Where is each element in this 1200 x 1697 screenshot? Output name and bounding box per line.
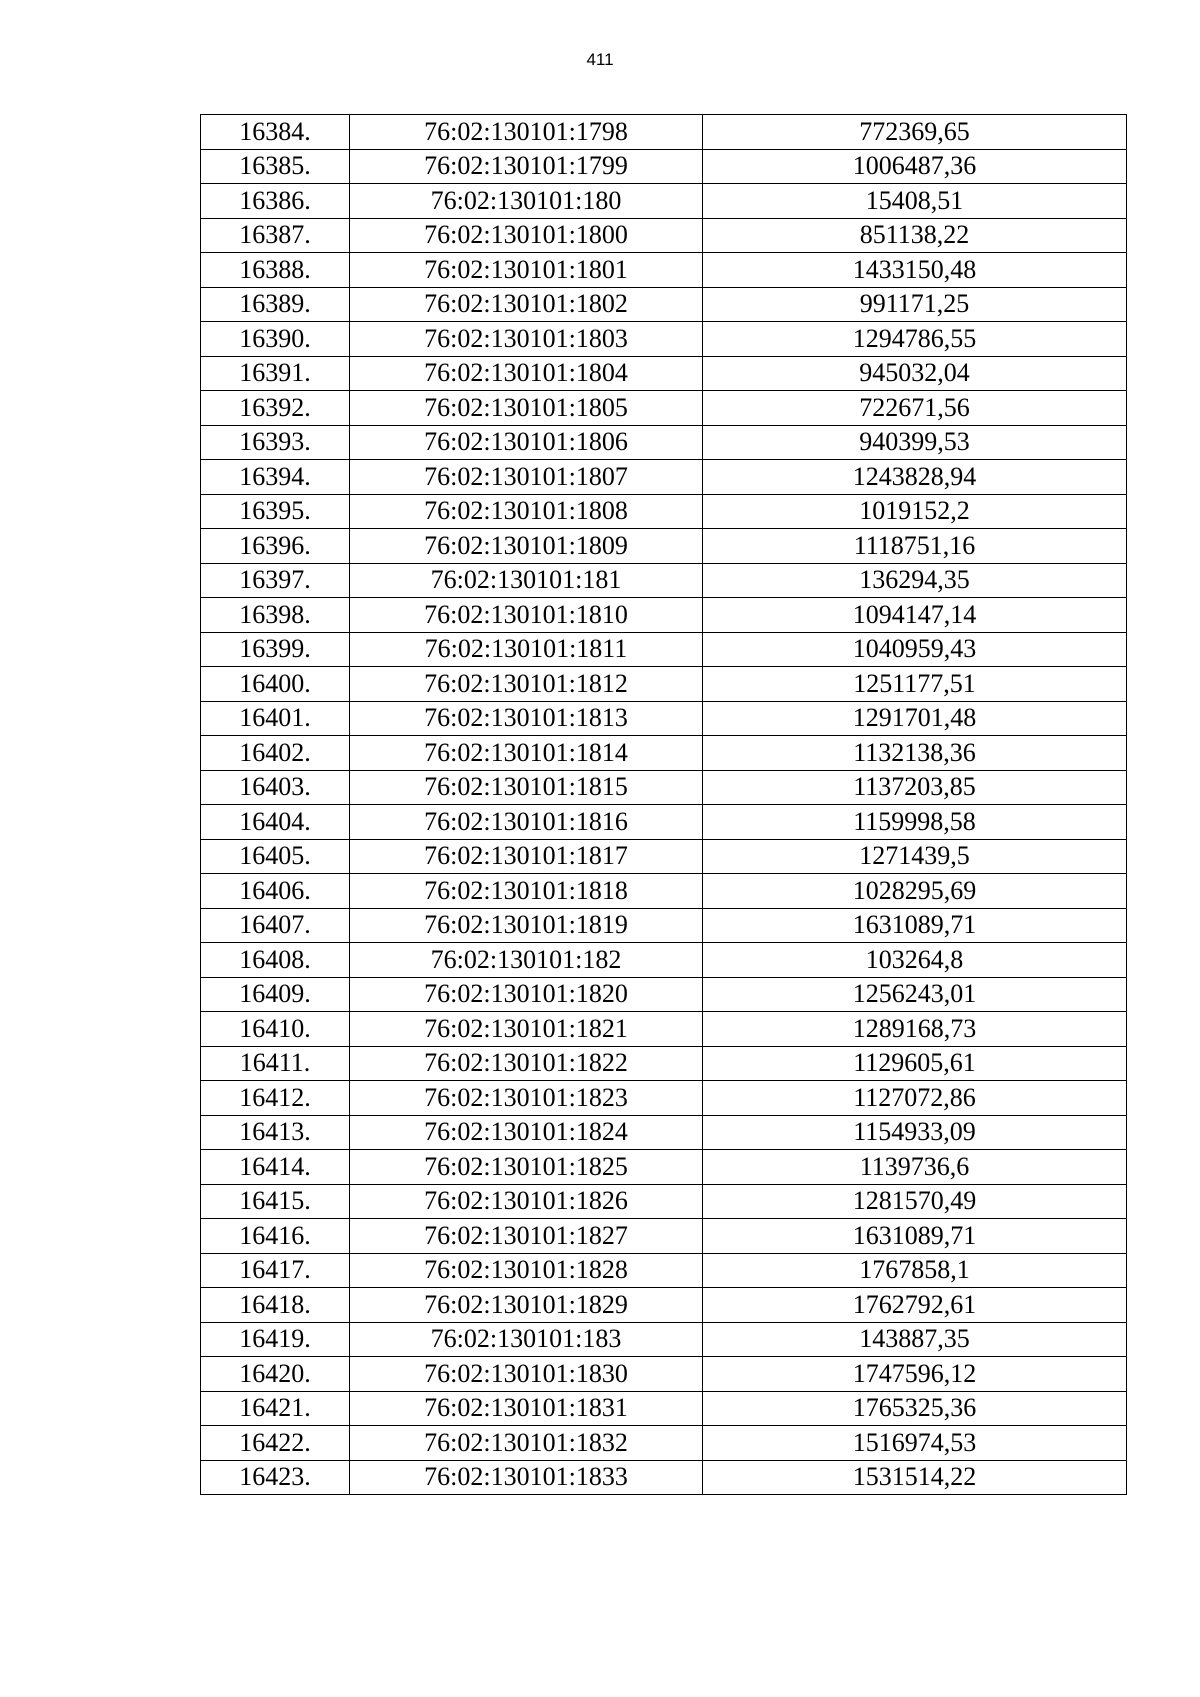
cadastral-value-cell: 1631089,71	[703, 1219, 1127, 1254]
row-number-cell: 16394.	[201, 460, 350, 495]
cadastral-number-cell: 76:02:130101:1809	[350, 529, 703, 564]
cadastral-number-cell: 76:02:130101:182	[350, 943, 703, 978]
row-number-cell: 16416.	[201, 1219, 350, 1254]
row-number-cell: 16397.	[201, 563, 350, 598]
row-number-cell: 16407.	[201, 908, 350, 943]
cadastral-value-cell: 1765325,36	[703, 1391, 1127, 1426]
cadastral-value-cell: 1516974,53	[703, 1426, 1127, 1461]
cadastral-number-cell: 76:02:130101:1816	[350, 805, 703, 840]
row-number-cell: 16404.	[201, 805, 350, 840]
table-row	[201, 563, 1127, 598]
row-number-cell: 16385.	[201, 149, 350, 184]
cadastral-value-cell: 1251177,51	[703, 667, 1127, 702]
table-row	[201, 736, 1127, 771]
cadastral-value-cell: 1762792,61	[703, 1288, 1127, 1323]
table-row	[201, 322, 1127, 357]
table-row	[201, 1391, 1127, 1426]
cadastral-number-cell: 76:02:130101:1811	[350, 632, 703, 667]
row-number-cell: 16395.	[201, 494, 350, 529]
table-row	[201, 356, 1127, 391]
cadastral-value-cell: 1767858,1	[703, 1253, 1127, 1288]
cadastral-value-cell: 945032,04	[703, 356, 1127, 391]
cadastral-number-cell: 76:02:130101:1804	[350, 356, 703, 391]
cadastral-number-cell: 76:02:130101:1801	[350, 253, 703, 288]
cadastral-number-cell: 76:02:130101:1820	[350, 977, 703, 1012]
cadastral-value-cell: 1294786,55	[703, 322, 1127, 357]
table-row	[201, 1219, 1127, 1254]
cadastral-number-cell: 76:02:130101:183	[350, 1322, 703, 1357]
cadastral-value-cell: 1631089,71	[703, 908, 1127, 943]
row-number-cell: 16414.	[201, 1150, 350, 1185]
table-row	[201, 874, 1127, 909]
row-number-cell: 16417.	[201, 1253, 350, 1288]
table-row	[201, 529, 1127, 564]
row-number-cell: 16401.	[201, 701, 350, 736]
cadastral-number-cell: 76:02:130101:1817	[350, 839, 703, 874]
table-row	[201, 632, 1127, 667]
cadastral-number-cell: 76:02:130101:1824	[350, 1115, 703, 1150]
table-row	[201, 908, 1127, 943]
table-row	[201, 391, 1127, 426]
cadastral-number-cell: 76:02:130101:1799	[350, 149, 703, 184]
table-row	[201, 425, 1127, 460]
row-number-cell: 16409.	[201, 977, 350, 1012]
cadastral-number-cell: 76:02:130101:1802	[350, 287, 703, 322]
cadastral-value-cell: 1127072,86	[703, 1081, 1127, 1116]
cadastral-value-cell: 15408,51	[703, 184, 1127, 219]
cadastral-value-cell: 1118751,16	[703, 529, 1127, 564]
cadastral-number-cell: 76:02:130101:1815	[350, 770, 703, 805]
cadastral-number-cell: 76:02:130101:1812	[350, 667, 703, 702]
table-row	[201, 1253, 1127, 1288]
row-number-cell: 16398.	[201, 598, 350, 633]
cadastral-number-cell: 76:02:130101:1832	[350, 1426, 703, 1461]
table-row	[201, 1426, 1127, 1461]
cadastral-number-cell: 76:02:130101:1821	[350, 1012, 703, 1047]
cadastral-value-cell: 1289168,73	[703, 1012, 1127, 1047]
cadastral-value-cell: 1028295,69	[703, 874, 1127, 909]
table-row	[201, 460, 1127, 495]
row-number-cell: 16411.	[201, 1046, 350, 1081]
row-number-cell: 16419.	[201, 1322, 350, 1357]
table-row	[201, 1184, 1127, 1219]
table-row	[201, 253, 1127, 288]
cadastral-number-cell: 76:02:130101:1810	[350, 598, 703, 633]
cadastral-number-cell: 76:02:130101:1800	[350, 218, 703, 253]
table-row	[201, 115, 1127, 150]
cadastral-number-cell: 76:02:130101:1825	[350, 1150, 703, 1185]
table-row	[201, 218, 1127, 253]
cadastral-value-cell: 1256243,01	[703, 977, 1127, 1012]
cadastral-number-cell: 76:02:130101:181	[350, 563, 703, 598]
cadastral-value-cell: 1129605,61	[703, 1046, 1127, 1081]
table-row	[201, 1081, 1127, 1116]
cadastral-number-cell: 76:02:130101:1829	[350, 1288, 703, 1323]
cadastral-number-cell: 76:02:130101:1823	[350, 1081, 703, 1116]
cadastral-value-cell: 1019152,2	[703, 494, 1127, 529]
row-number-cell: 16412.	[201, 1081, 350, 1116]
cadastral-number-cell: 76:02:130101:1813	[350, 701, 703, 736]
row-number-cell: 16421.	[201, 1391, 350, 1426]
row-number-cell: 16413.	[201, 1115, 350, 1150]
cadastral-number-cell: 76:02:130101:1819	[350, 908, 703, 943]
cadastral-number-cell: 76:02:130101:1798	[350, 115, 703, 150]
cadastral-number-cell: 76:02:130101:1818	[350, 874, 703, 909]
cadastral-value-cell: 1433150,48	[703, 253, 1127, 288]
cadastral-value-cell: 1006487,36	[703, 149, 1127, 184]
table-row	[201, 1115, 1127, 1150]
row-number-cell: 16386.	[201, 184, 350, 219]
cadastral-value-cell: 1132138,36	[703, 736, 1127, 771]
table-row	[201, 1288, 1127, 1323]
row-number-cell: 16410.	[201, 1012, 350, 1047]
row-number-cell: 16400.	[201, 667, 350, 702]
cadastral-value-cell: 1271439,5	[703, 839, 1127, 874]
cadastral-value-cell: 1281570,49	[703, 1184, 1127, 1219]
cadastral-number-cell: 76:02:130101:1826	[350, 1184, 703, 1219]
cadastral-number-cell: 76:02:130101:1807	[350, 460, 703, 495]
row-number-cell: 16420.	[201, 1357, 350, 1392]
table-body	[201, 115, 1127, 1495]
cadastral-value-cell: 1243828,94	[703, 460, 1127, 495]
table-row	[201, 149, 1127, 184]
cadastral-value-cell: 940399,53	[703, 425, 1127, 460]
table-row	[201, 1150, 1127, 1185]
table-row	[201, 1460, 1127, 1495]
cadastral-number-cell: 76:02:130101:1803	[350, 322, 703, 357]
cadastral-value-cell: 1154933,09	[703, 1115, 1127, 1150]
row-number-cell: 16405.	[201, 839, 350, 874]
cadastral-value-table	[200, 114, 1127, 1495]
cadastral-value-cell: 1159998,58	[703, 805, 1127, 840]
row-number-cell: 16422.	[201, 1426, 350, 1461]
cadastral-value-cell: 1094147,14	[703, 598, 1127, 633]
row-number-cell: 16387.	[201, 218, 350, 253]
table-row	[201, 1012, 1127, 1047]
cadastral-number-cell: 76:02:130101:1806	[350, 425, 703, 460]
cadastral-value-cell: 851138,22	[703, 218, 1127, 253]
cadastral-value-cell: 1040959,43	[703, 632, 1127, 667]
cadastral-number-cell: 76:02:130101:1822	[350, 1046, 703, 1081]
cadastral-number-cell: 76:02:130101:1833	[350, 1460, 703, 1495]
row-number-cell: 16408.	[201, 943, 350, 978]
cadastral-number-cell: 76:02:130101:1830	[350, 1357, 703, 1392]
cadastral-value-cell: 103264,8	[703, 943, 1127, 978]
table-row	[201, 943, 1127, 978]
row-number-cell: 16406.	[201, 874, 350, 909]
cadastral-value-cell: 143887,35	[703, 1322, 1127, 1357]
page-number: 411	[586, 50, 614, 69]
table-row	[201, 667, 1127, 702]
table-row	[201, 184, 1127, 219]
cadastral-value-cell: 772369,65	[703, 115, 1127, 150]
row-number-cell: 16392.	[201, 391, 350, 426]
cadastral-value-cell: 1137203,85	[703, 770, 1127, 805]
table-row	[201, 805, 1127, 840]
row-number-cell: 16415.	[201, 1184, 350, 1219]
row-number-cell: 16388.	[201, 253, 350, 288]
table-row	[201, 1046, 1127, 1081]
cadastral-number-cell: 76:02:130101:1831	[350, 1391, 703, 1426]
table-row	[201, 977, 1127, 1012]
cadastral-value-cell: 136294,35	[703, 563, 1127, 598]
row-number-cell: 16393.	[201, 425, 350, 460]
row-number-cell: 16389.	[201, 287, 350, 322]
cadastral-number-cell: 76:02:130101:1808	[350, 494, 703, 529]
table-row	[201, 287, 1127, 322]
cadastral-value-cell: 1291701,48	[703, 701, 1127, 736]
table-row	[201, 701, 1127, 736]
cadastral-number-cell: 76:02:130101:1827	[350, 1219, 703, 1254]
row-number-cell: 16396.	[201, 529, 350, 564]
row-number-cell: 16399.	[201, 632, 350, 667]
row-number-cell: 16384.	[201, 115, 350, 150]
row-number-cell: 16423.	[201, 1460, 350, 1495]
cadastral-number-cell: 76:02:130101:1814	[350, 736, 703, 771]
table-row	[201, 494, 1127, 529]
row-number-cell: 16403.	[201, 770, 350, 805]
table-row	[201, 1322, 1127, 1357]
cadastral-value-cell: 1531514,22	[703, 1460, 1127, 1495]
cadastral-number-cell: 76:02:130101:180	[350, 184, 703, 219]
table-row	[201, 839, 1127, 874]
table-row	[201, 598, 1127, 633]
row-number-cell: 16402.	[201, 736, 350, 771]
cadastral-value-cell: 1747596,12	[703, 1357, 1127, 1392]
row-number-cell: 16391.	[201, 356, 350, 391]
cadastral-value-cell: 991171,25	[703, 287, 1127, 322]
table-row	[201, 1357, 1127, 1392]
row-number-cell: 16418.	[201, 1288, 350, 1323]
row-number-cell: 16390.	[201, 322, 350, 357]
cadastral-number-cell: 76:02:130101:1828	[350, 1253, 703, 1288]
cadastral-value-cell: 1139736,6	[703, 1150, 1127, 1185]
cadastral-number-cell: 76:02:130101:1805	[350, 391, 703, 426]
cadastral-value-cell: 722671,56	[703, 391, 1127, 426]
table-row	[201, 770, 1127, 805]
